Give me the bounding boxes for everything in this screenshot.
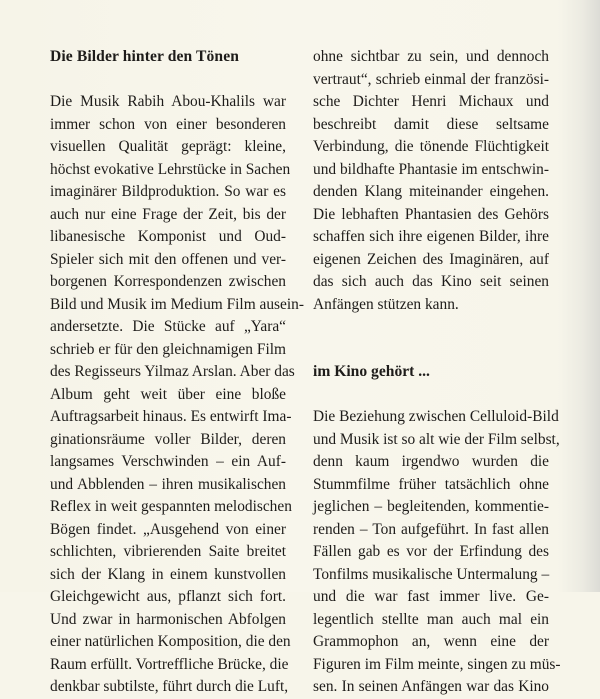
text-line: eigenen Zeichen des Imaginären, auf xyxy=(313,250,549,268)
text-line: Bild und Musik im Medium Film ausein- xyxy=(50,295,304,313)
right-column-paragraph-1 xyxy=(313,46,549,316)
text-line: andersetzte. Die Stücke auf „Yara“ xyxy=(50,318,286,335)
text-line: borgenen Korrespondenzen zwischen xyxy=(50,273,286,290)
left-column xyxy=(50,46,304,699)
text-line: ginationsräume voller Bilder, deren xyxy=(50,430,286,448)
section-heading: Die Bilder hinter den Tönen xyxy=(50,48,239,65)
text-line: beschreibt damit diese seltsame xyxy=(313,115,549,133)
text-line: Und zwar in harmonischen Abfolgen xyxy=(50,610,286,628)
text-line: Stummfilme früher tatsächlich ohne xyxy=(313,475,549,493)
text-line: Die Beziehung zwischen Celluloid-Bild xyxy=(313,408,559,425)
text-line: Auftragsarbeit hinaus. Es entwirft Ima- xyxy=(50,408,292,425)
text-line: auch nur eine Frage der Zeit, bis der xyxy=(50,205,286,223)
text-line: denn kaum irgendwo wurden die xyxy=(313,453,549,470)
subsection-heading: im Kino gehört ... xyxy=(313,363,430,380)
text-line: jeglichen – begleitenden, kommentie- xyxy=(313,498,549,515)
text-line: renden – Ton aufgeführt. In fast allen xyxy=(313,520,549,538)
text-line: vertraut“, schrieb einmal der französi- xyxy=(313,70,549,88)
paragraph-gap xyxy=(313,339,549,362)
paragraph-gap xyxy=(313,316,549,339)
text-line: sen. In seinen Anfängen war das Kino xyxy=(313,678,549,695)
text-line: langsames Verschwinden – ein Auf- xyxy=(50,453,286,470)
right-column-paragraph-2 xyxy=(313,406,561,699)
text-line: des Regisseurs Yilmaz Arslan. Aber das xyxy=(50,363,295,380)
text-line: Spieler sich mit den offenen und ver- xyxy=(50,250,286,268)
text-line: Die Musik Rabih Abou-Khalils war xyxy=(50,93,286,110)
text-line: Gleichgewicht aus, pflanzt sich fort. xyxy=(50,588,286,605)
text-line: ohne sichtbar zu sein, und dennoch xyxy=(313,48,549,65)
text-line: einer natürlichen Komposition, die den xyxy=(50,633,291,650)
text-line: Raum erfüllt. Vortreffliche Brücke, die xyxy=(50,655,289,673)
text-line: Figuren im Film meinte, singen zu müs- xyxy=(313,655,561,673)
text-line: libanesische Komponist und Oud- xyxy=(50,228,286,245)
text-line: Verbindung, die tönende Flüchtigkeit xyxy=(313,138,549,155)
text-line: Anfängen stützen kann. xyxy=(313,295,459,313)
text-line: und Abblenden – ihren musikalischen xyxy=(50,475,286,493)
text-line: sche Dichter Henri Michaux und xyxy=(313,93,549,110)
text-line: denkbar subtilste, führt durch die Luft, xyxy=(50,678,289,695)
text-line: Reflex in weit gespannten melodischen xyxy=(50,498,292,515)
text-line: visuellen Qualität geprägt: kleine, xyxy=(50,138,286,155)
text-line: und Musik ist so alt wie der Film selbst, xyxy=(313,430,560,448)
text-line: schrieb er für den gleichnamigen Film xyxy=(50,340,286,358)
text-line: Tonfilms musikalische Untermalung – xyxy=(313,565,550,583)
right-column xyxy=(313,46,561,699)
text-line: Fällen gab es vor der Erfindung des xyxy=(313,543,549,560)
left-column-text xyxy=(50,91,304,699)
text-line: Die lebhaften Phantasien des Gehörs xyxy=(313,205,549,223)
text-line: und die war fast immer live. Ge- xyxy=(313,588,549,605)
text-line: immer schon von einer besonderen xyxy=(50,115,286,133)
text-line: sich der Klang in einem kunstvollen xyxy=(50,565,286,583)
text-line: Album geht weit über eine bloße xyxy=(50,385,286,403)
text-line: Bögen findet. „Ausgehend von einer xyxy=(50,520,286,538)
text-line: imaginärer Bildproduktion. So war es xyxy=(50,183,286,200)
text-line: legentlich stellte man auch mal ein xyxy=(313,610,549,628)
text-line: höchst evokative Lehrstücke in Sachen xyxy=(50,160,291,178)
text-line: denden Klang miteinander eingehen. xyxy=(313,183,549,200)
text-line: schaffen sich ihre eigenen Bilder, ihre xyxy=(313,228,549,245)
text-line: und bildhafte Phantasie im entschwin- xyxy=(313,160,549,178)
paragraph-gap xyxy=(313,384,549,407)
text-line: das sich auch das Kino seit seinen xyxy=(313,273,549,290)
text-line: schlichten, vibrierenden Saite breitet xyxy=(50,543,286,560)
text-line: Grammophon an, wenn eine der xyxy=(313,633,549,650)
